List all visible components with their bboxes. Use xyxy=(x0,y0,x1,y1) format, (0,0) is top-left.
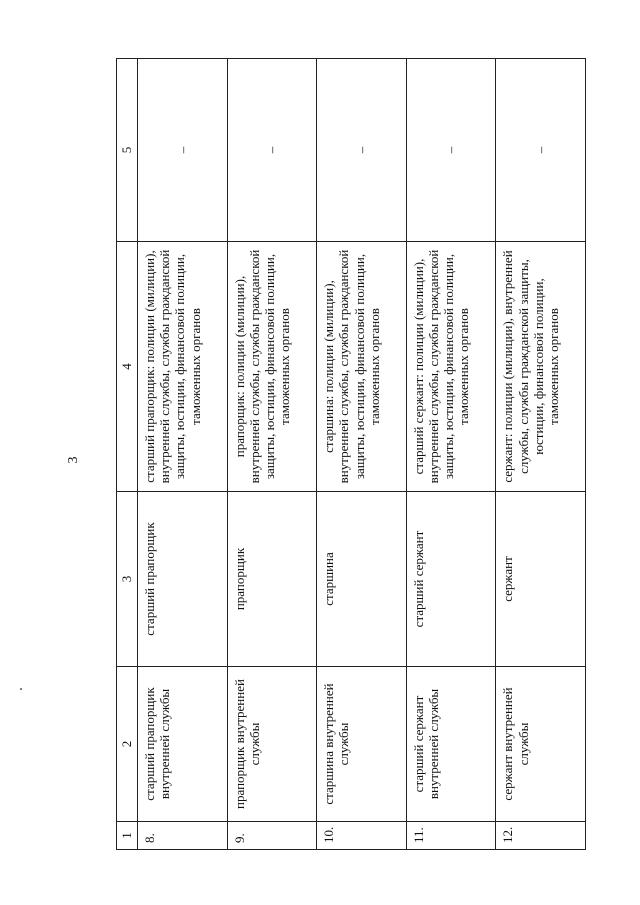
column-5-value: – xyxy=(227,59,317,242)
equivalent-rank: сержант xyxy=(496,492,586,667)
equivalent-rank: старший сержант xyxy=(406,492,496,667)
rotated-table-container xyxy=(116,59,586,850)
column-5-value: – xyxy=(317,59,407,242)
internal-service-rank: сержант внутренней службы xyxy=(496,667,586,822)
column-5-value: – xyxy=(138,59,228,242)
rank-services-description: прапорщик: полиции (милиции), внутренней службы, службы гражданской защиты, юстиции, финансовой полиции, таможенных органов xyxy=(227,242,317,492)
row-number: 11. xyxy=(406,822,496,850)
equivalent-rank: старшина xyxy=(317,492,407,667)
row-number: 12. xyxy=(496,822,586,850)
rank-services-description: старший сержант: полиции (милиции), внутренней службы, службы гражданской защиты, юстиции, финансовой полиции, таможенных органов xyxy=(406,242,496,492)
internal-service-rank: старший сержант внутренней службы xyxy=(406,667,496,822)
table-row xyxy=(227,59,317,850)
internal-service-rank: прапорщик внутренней службы xyxy=(227,667,317,822)
rank-services-description: сержант: полиции (милиции), внутренней службы, службы гражданской защиты, юстиции, финансовой полиции, таможенных органов xyxy=(496,242,586,492)
rank-services-description: старший прапорщик: полиции (милиции), внутренней службы, службы гражданской защиты, юстиции, финансовой полиции, таможенных органов xyxy=(138,242,228,492)
column-header-1: 1 xyxy=(117,822,138,850)
column-header-2: 2 xyxy=(117,667,138,822)
internal-service-rank: старший прапорщик внутренней службы xyxy=(138,667,228,822)
column-5-value: – xyxy=(496,59,586,242)
table-row xyxy=(138,59,228,850)
rank-services-description: старшина: полиции (милиции), внутренней службы, службы гражданской защиты, юстиции, финансовой полиции, таможенных органов xyxy=(317,242,407,492)
table-row xyxy=(317,59,407,850)
internal-service-rank: старшина внутренней службы xyxy=(317,667,407,822)
row-number: 8. xyxy=(138,822,228,850)
column-header-4: 4 xyxy=(117,242,138,492)
table-row xyxy=(406,59,496,850)
column-header-5: 5 xyxy=(117,59,138,242)
equivalent-rank: прапорщик xyxy=(227,492,317,667)
table-header-row xyxy=(117,59,138,850)
column-header-3: 3 xyxy=(117,492,138,667)
column-5-value: – xyxy=(406,59,496,242)
page-number: 3 xyxy=(66,456,81,464)
scan-speck xyxy=(20,688,22,690)
ranks-table xyxy=(116,58,586,850)
row-number: 10. xyxy=(317,822,407,850)
table-row xyxy=(496,59,586,850)
row-number: 9. xyxy=(227,822,317,850)
equivalent-rank: старший прапорщик xyxy=(138,492,228,667)
